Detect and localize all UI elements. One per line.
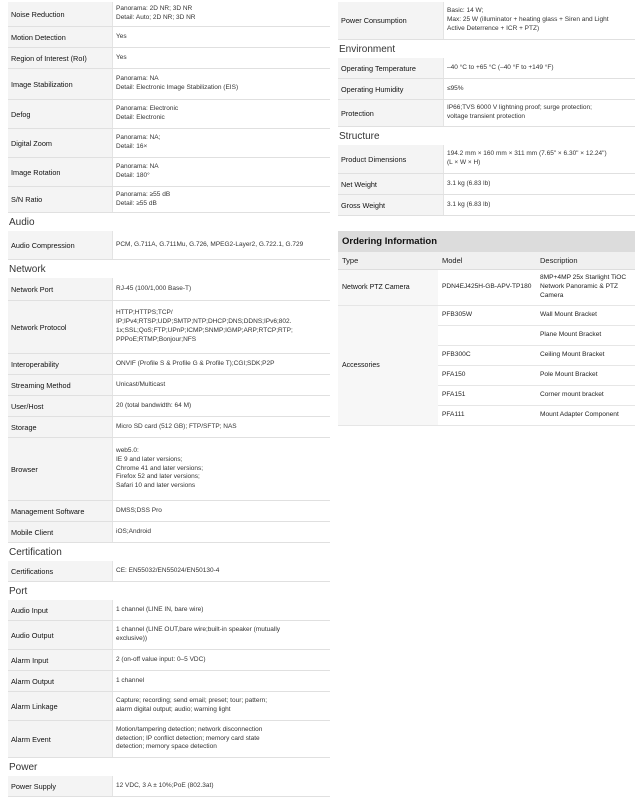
spec-row-power-consumption bbox=[338, 2, 635, 40]
spec-label: Defog bbox=[11, 109, 31, 119]
spec-value: RJ-45 (100/1,000 Base-T) bbox=[112, 278, 330, 300]
spec-label: Browser bbox=[11, 464, 38, 474]
spec-value: 194.2 mm × 160 mm × 311 mm (7.65" × 6.30" × 12.24") (L × W × H) bbox=[443, 145, 635, 173]
spec-row-network-protocol bbox=[8, 301, 330, 354]
ordering-header-cell: Type bbox=[338, 252, 438, 270]
ordering-header-row bbox=[338, 252, 635, 270]
ordering-desc-cell: 8MP+4MP 25x Starlight TiOC Network Panoramic & PTZ Camera bbox=[536, 270, 635, 306]
spec-value: 3.1 kg (6.83 lb) bbox=[443, 195, 635, 215]
ordering-desc-cell: Corner mount bracket bbox=[536, 386, 635, 406]
spec-row-net-weight bbox=[338, 174, 635, 195]
spec-label: Network Protocol bbox=[11, 322, 67, 332]
spec-label: Interoperability bbox=[11, 359, 59, 369]
spec-row-streaming-method bbox=[8, 375, 330, 396]
spec-label: Image Stabilization bbox=[11, 79, 73, 89]
spec-row-region-of-interest-roi bbox=[8, 48, 330, 69]
ordering-header-cell: Description bbox=[536, 252, 635, 270]
spec-label: Alarm Output bbox=[11, 676, 54, 686]
table-row bbox=[338, 306, 635, 326]
spec-row-audio-output bbox=[8, 621, 330, 650]
spec-label: Operating Temperature bbox=[341, 63, 416, 73]
section-title-port: Port bbox=[9, 586, 28, 597]
spec-value: IP66;TVS 6000 V lightning proof; surge protection; voltage transient protection bbox=[443, 100, 635, 126]
spec-label: Operating Humidity bbox=[341, 84, 404, 94]
spec-label: Certifications bbox=[11, 566, 54, 576]
spec-value: ONVIF (Profile S & Profile G & Profile T);CGI;SDK;P2P bbox=[112, 354, 330, 374]
ordering-desc-cell: Ceiling Mount Bracket bbox=[536, 346, 635, 366]
spec-row-browser bbox=[8, 438, 330, 501]
spec-value: web5.0: IE 9 and later versions; Chrome 41 and later versions; Firefox 52 and later versions; Safari 10 and later versions bbox=[112, 438, 330, 500]
spec-row-alarm-event bbox=[8, 721, 330, 758]
spec-label: Alarm Input bbox=[11, 655, 49, 665]
spec-value: –40 °C to +65 °C (–40 °F to +149 °F) bbox=[443, 58, 635, 78]
spec-label: User/Host bbox=[11, 401, 44, 411]
spec-row-management-software bbox=[8, 501, 330, 522]
spec-value: Basic: 14 W; Max: 25 W (illuminator + heating glass + Siren and Light Active Deterrence + ICR + PTZ) bbox=[443, 2, 635, 39]
ordering-model-cell: PFB305W bbox=[438, 306, 536, 326]
ordering-type-cell: Accessories bbox=[338, 306, 438, 426]
spec-label: Storage bbox=[11, 422, 37, 432]
spec-row-image-stabilization bbox=[8, 69, 330, 100]
ordering-model-cell: PFA111 bbox=[438, 406, 536, 426]
spec-label: Digital Zoom bbox=[11, 138, 52, 148]
ordering-desc-cell: Mount Adapter Component bbox=[536, 406, 635, 426]
spec-row-storage bbox=[8, 417, 330, 438]
section-title-structure: Structure bbox=[339, 131, 380, 142]
spec-row-audio-compression bbox=[8, 231, 330, 260]
ordering-desc-cell: Plane Mount Bracket bbox=[536, 326, 635, 346]
spec-value: 3.1 kg (6.83 lb) bbox=[443, 174, 635, 194]
spec-value: 20 (total bandwidth: 64 M) bbox=[112, 396, 330, 416]
spec-value: Panorama: NA Detail: 180° bbox=[112, 158, 330, 186]
spec-label: Noise Reduction bbox=[11, 9, 65, 19]
spec-value: 1 channel bbox=[112, 671, 330, 691]
spec-row-network-port bbox=[8, 278, 330, 301]
spec-row-alarm-linkage bbox=[8, 692, 330, 721]
spec-value: CE: EN55032/EN55024/EN50130-4 bbox=[112, 561, 330, 581]
spec-label: Image Rotation bbox=[11, 167, 61, 177]
spec-label: Audio Compression bbox=[11, 240, 75, 250]
spec-label: Gross Weight bbox=[341, 200, 386, 210]
spec-label: Power Supply bbox=[11, 781, 57, 791]
ordering-model-cell: PFA150 bbox=[438, 366, 536, 386]
ordering-model-cell bbox=[438, 326, 536, 346]
spec-row-operating-humidity bbox=[338, 79, 635, 100]
spec-value: Panorama: NA; Detail: 16× bbox=[112, 129, 330, 157]
spec-value: ≤95% bbox=[443, 79, 635, 99]
spec-label: Audio Input bbox=[11, 605, 48, 615]
spec-value: Panorama: 2D NR; 3D NR Detail: Auto; 2D NR; 3D NR bbox=[112, 2, 330, 26]
spec-row-product-dimensions bbox=[338, 145, 635, 174]
ordering-model-cell: PFA151 bbox=[438, 386, 536, 406]
spec-row-image-rotation bbox=[8, 158, 330, 187]
spec-row-certifications bbox=[8, 561, 330, 582]
spec-value: 1 channel (LINE OUT,bare wire;built-in speaker (mutually exclusive)) bbox=[112, 621, 330, 649]
ordering-model-cell: PFB300C bbox=[438, 346, 536, 366]
spec-label: Network Port bbox=[11, 284, 54, 294]
spec-value: Capture; recording; send email; preset; tour; pattern; alarm digital output; audio; warning light bbox=[112, 692, 330, 720]
spec-label: Region of Interest (RoI) bbox=[11, 53, 87, 63]
spec-row-alarm-output bbox=[8, 671, 330, 692]
spec-label: S/N Ratio bbox=[11, 195, 43, 204]
spec-label: Motion Detection bbox=[11, 32, 66, 42]
spec-label: Audio Output bbox=[11, 630, 54, 640]
spec-value: Motion/tampering detection; network disconnection detection; IP conflict detection; memory card state detection; memory space detection bbox=[112, 721, 330, 757]
spec-row-motion-detection bbox=[8, 27, 330, 48]
right-spec-column bbox=[338, 2, 635, 426]
spec-row-audio-input bbox=[8, 600, 330, 621]
ordering-desc-cell: Wall Mount Bracket bbox=[536, 306, 635, 326]
spec-row-digital-zoom bbox=[8, 129, 330, 158]
spec-label: Mobile Client bbox=[11, 527, 54, 537]
ordering-table bbox=[338, 252, 635, 426]
spec-value: HTTP;HTTPS;TCP/ IP;IPv4;RTSP;UDP;SMTP;NTP;DHCP;DNS;DDNS;IPv6;802. 1x;SSL;QoS;FTP;UPnP;ICMP;SNMP;IGMP;ARP;RTCP;RTP; PPPoE;RTMP;Bonjour;NFS bbox=[112, 301, 330, 353]
section-title-certification: Certification bbox=[9, 547, 62, 558]
spec-value: Panorama: ≥55 dB Detail: ≥55 dB bbox=[112, 187, 330, 212]
spec-value: Panorama: NA Detail: Electronic Image Stabilization (EIS) bbox=[112, 69, 330, 99]
spec-label: Alarm Event bbox=[11, 734, 51, 744]
spec-row-user-host bbox=[8, 396, 330, 417]
table-row bbox=[338, 270, 635, 306]
section-title-network: Network bbox=[9, 264, 46, 275]
spec-label: Protection bbox=[341, 108, 374, 118]
ordering-title: Ordering Information bbox=[338, 231, 635, 252]
spec-label: Product Dimensions bbox=[341, 154, 407, 164]
spec-row-mobile-client bbox=[8, 522, 330, 543]
spec-label: Management Software bbox=[11, 506, 85, 516]
spec-value: Unicast/Multicast bbox=[112, 375, 330, 395]
spec-label: Net Weight bbox=[341, 179, 377, 189]
ordering-header-cell: Model bbox=[438, 252, 536, 270]
spec-value: Panorama: Electronic Detail: Electronic bbox=[112, 100, 330, 128]
spec-row-operating-temperature bbox=[338, 58, 635, 79]
spec-value: 12 VDC, 3 A ± 10%;PoE (802.3at) bbox=[112, 776, 330, 796]
spec-row-power-supply bbox=[8, 776, 330, 797]
spec-label: Streaming Method bbox=[11, 380, 71, 390]
spec-label: Power Consumption bbox=[341, 16, 407, 25]
spec-value: 2 (on-off value input: 0–5 VDC) bbox=[112, 650, 330, 670]
ordering-model-cell: PDN4EJ425H-GB-APV-TP180 bbox=[438, 270, 536, 306]
spec-row-s-n-ratio bbox=[8, 187, 330, 213]
spec-row-defog bbox=[8, 100, 330, 129]
ordering-desc-cell: Pole Mount Bracket bbox=[536, 366, 635, 386]
spec-row-interoperability bbox=[8, 354, 330, 375]
spec-row-noise-reduction bbox=[8, 2, 330, 27]
spec-value: Yes bbox=[112, 48, 330, 68]
spec-value: PCM, G.711A, G.711Mu, G.726, MPEG2-Layer2, G.722.1, G.729 bbox=[112, 231, 330, 259]
spec-row-gross-weight bbox=[338, 195, 635, 216]
spec-row-protection bbox=[338, 100, 635, 127]
spec-value: iOS;Android bbox=[112, 522, 330, 542]
left-spec-column bbox=[8, 2, 330, 797]
section-title-audio: Audio bbox=[9, 217, 35, 228]
section-title-power: Power bbox=[9, 762, 38, 773]
spec-label: Alarm Linkage bbox=[11, 701, 58, 711]
section-title-environment: Environment bbox=[339, 44, 396, 55]
spec-value: Micro SD card (512 GB); FTP/SFTP; NAS bbox=[112, 417, 330, 437]
ordering-type-cell: Network PTZ Camera bbox=[338, 270, 438, 306]
spec-value: DMSS;DSS Pro bbox=[112, 501, 330, 521]
spec-value: 1 channel (LINE IN, bare wire) bbox=[112, 600, 330, 620]
spec-row-alarm-input bbox=[8, 650, 330, 671]
spec-value: Yes bbox=[112, 27, 330, 47]
